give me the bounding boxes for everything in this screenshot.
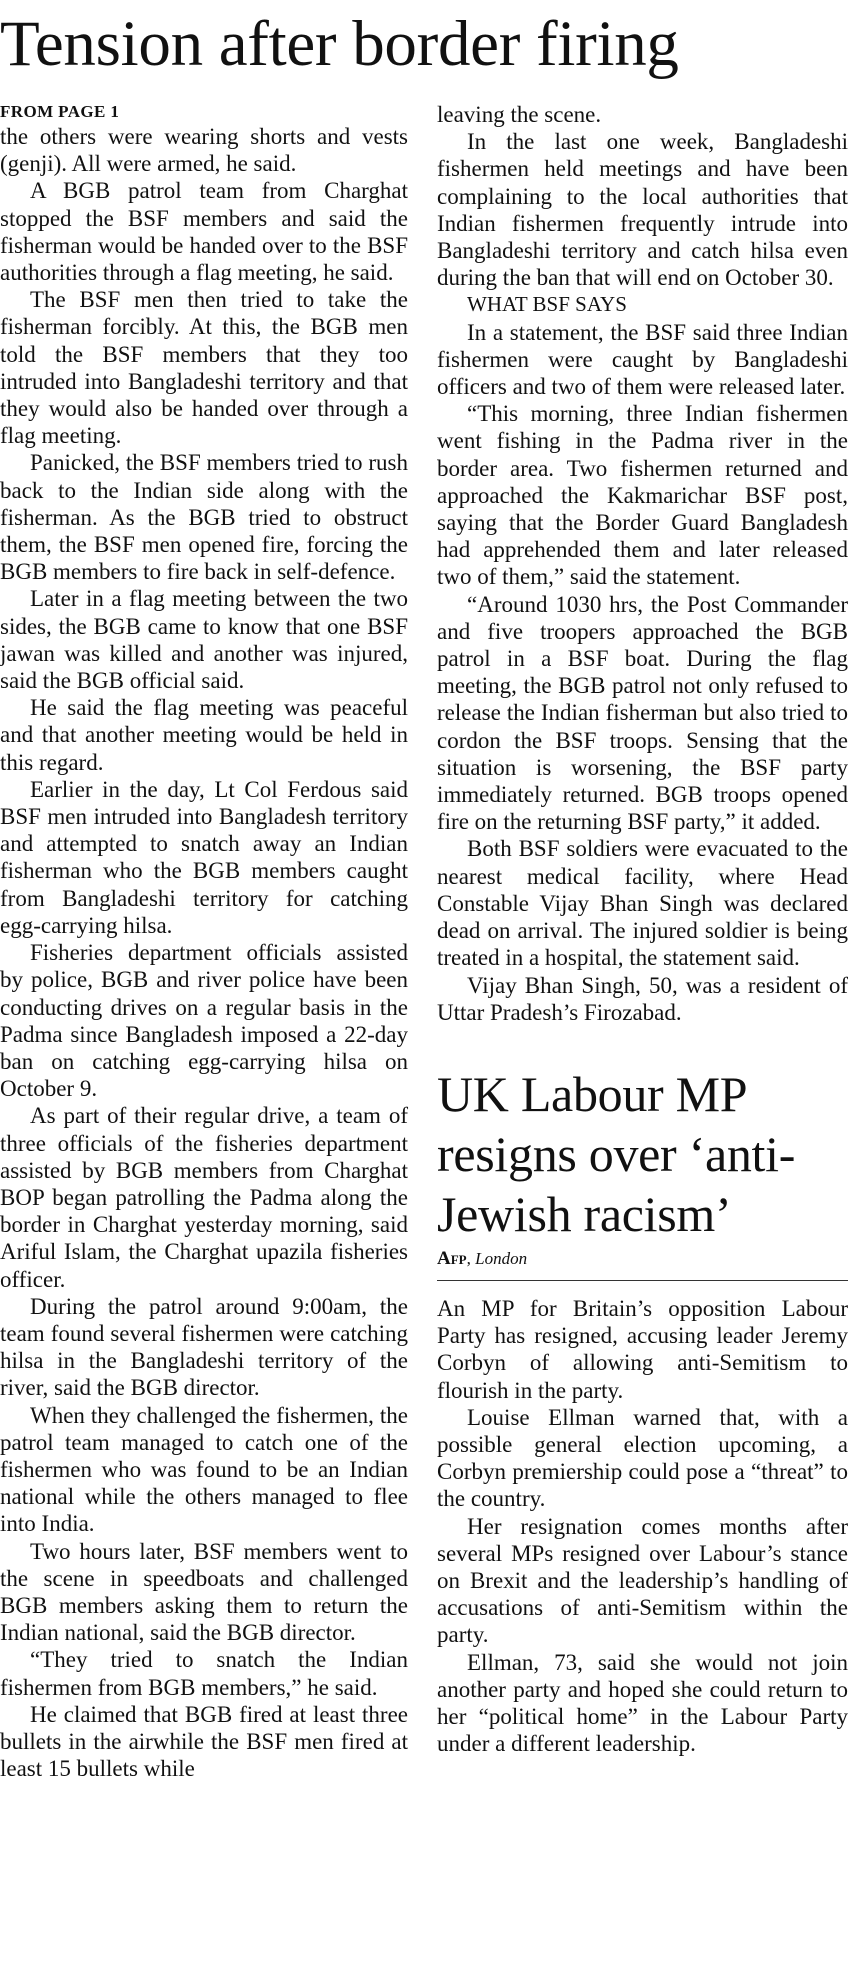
- paragraph: The BSF men then tried to take the fisherman forcibly. At this, the BGB men told the BSF members that they too intruded into Bangladeshi territory and that they would also be handed over through a flag meeting.: [0, 287, 408, 449]
- story2-headline: UK Labour MP resigns over ‘anti-Jewish racism’: [437, 1065, 796, 1242]
- paragraph: “This morning, three Indian fishermen went fishing in the Padma river in the border area. Two fishermen returned and approached the Kakmarichar BSF post, saying that the Border Guard Bangladesh had apprehended them and later released two of them,” said the statement.: [437, 401, 848, 590]
- paragraph: When they challenged the fishermen, the patrol team managed to catch one of the fishermen who was found to be an Indian national while the others managed to flee into India.: [0, 1402, 408, 1537]
- paragraph: During the patrol around 9:00am, the team found several fishermen were catching hilsa in the Bangladeshi territory of the river, said the BGB director.: [0, 1293, 408, 1401]
- left-column: [0, 101, 408, 1782]
- paragraph: Fisheries department officials assisted by police, BGB and river police have been conducting drives on a regular basis in the Padma since Bangladesh imposed a 22-day ban on catching egg-carrying hilsa on October 9.: [0, 940, 408, 1102]
- paragraph: Ellman, 73, said she would not join another party and hoped she could return to her “political home” in the Labour Party under a different leadership.: [437, 1649, 848, 1757]
- paragraph: Both BSF soldiers were evacuated to the nearest medical facility, where Head Constable Vijay Bhan Singh was declared dead on arrival. The injured soldier is being treated in a hospital, the statement said.: [437, 836, 848, 971]
- paragraph: He claimed that BGB fired at least three bullets in the airwhile the BSF men fired at least 15 bullets while: [0, 1701, 408, 1782]
- paragraph: “They tried to snatch the Indian fishermen from BGB members,” he said.: [0, 1647, 408, 1700]
- continuation-label: FROM PAGE 1: [0, 102, 120, 121]
- byline-agency: Afp: [437, 1247, 467, 1269]
- paragraph: Later in a flag meeting between the two sides, the BGB came to know that one BSF jawan was killed and another was injured, said the BGB official said.: [0, 586, 408, 694]
- paragraph: Panicked, the BSF members tried to rush back to the Indian side along with the fisherman. As the BGB tried to obstruct them, the BSF men opened fire, forcing the BGB members to fire back in self-defence.: [0, 450, 408, 585]
- paragraph: As part of their regular drive, a team of three officials of the fisheries department assisted by BGB members from Charghat BOP began patrolling the Padma along the border in Charghat yesterday morning, said Ariful Islam, the Charghat upazila fisheries officer.: [0, 1103, 408, 1292]
- byline: Afp, London: [437, 1247, 848, 1281]
- paragraph: A BGB patrol team from Charghat stopped the BSF members and said the fisherman would be handed over to the BSF authorities through a flag meeting, he said.: [0, 178, 408, 286]
- paragraph: He said the flag meeting was peaceful and that another meeting would be held in this regard.: [0, 695, 408, 775]
- paragraph: “Around 1030 hrs, the Post Commander and five troopers approached the BGB patrol in a BSF boat. During the flag meeting, the BGB patrol not only refused to release the Indian fisherman but also tried to cordon the BSF troops. Sensing that the situation is worsening, the BSF party immediately returned. BGB troops opened fire on the returning BSF party,” it added.: [437, 591, 848, 835]
- paragraph: In a statement, the BSF said three Indian fishermen were caught by Bangladeshi officers and two of them were released later.: [437, 319, 848, 400]
- paragraph: Vijay Bhan Singh, 50, was a resident of Uttar Pradesh’s Firozabad.: [437, 972, 848, 1025]
- right-column: [437, 101, 848, 1757]
- paragraph: Louise Ellman warned that, with a possible general election upcoming, a Corbyn premiership could pose a “threat” to the country.: [437, 1404, 848, 1512]
- byline-location: London: [475, 1248, 528, 1268]
- paragraph: the others were wearing shorts and vests (genji). All were armed, he said.: [0, 124, 408, 177]
- paragraph: Her resignation comes months after several MPs resigned over Labour’s stance on Brexit and the leadership’s handling of accusations of anti-Semitism within the party.: [437, 1513, 848, 1648]
- paragraph: In the last one week, Bangladeshi fishermen held meetings and have been complaining to the local authorities that Indian fishermen frequently intrude into Bangladeshi territory and catch hilsa even during the ban that will end on October 30.: [437, 129, 848, 291]
- paragraph: An MP for Britain’s opposition Labour Party has resigned, accusing leader Jeremy Corbyn of allowing anti-Semitism to flourish in the party.: [437, 1295, 848, 1403]
- story2-body: [437, 1295, 848, 1757]
- article-headline: Tension after border firing: [0, 8, 679, 80]
- section-subhead: WHAT BSF SAYS: [467, 292, 627, 317]
- paragraph: Earlier in the day, Lt Col Ferdous said BSF men intruded into Bangladesh territory and attempted to snatch away an Indian fisherman who the BGB members caught from Bangladeshi territory for catching egg-carrying hilsa.: [0, 776, 408, 938]
- paragraph: leaving the scene.: [437, 102, 602, 127]
- paragraph: Two hours later, BSF members went to the scene in speedboats and challenged BGB members asking them to return the Indian national, said the BGB director.: [0, 1538, 408, 1646]
